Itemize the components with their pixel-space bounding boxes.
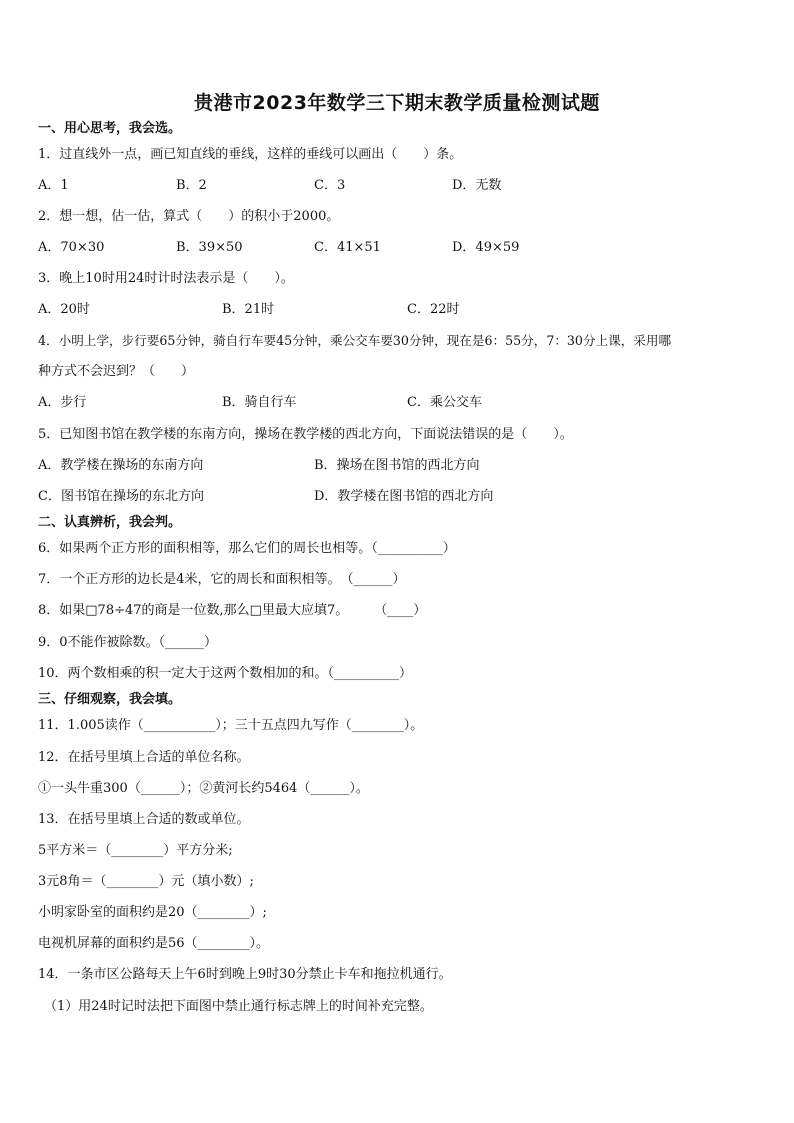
question-12: 12．在括号里填上合适的单位名称。 [38,750,250,765]
q2-option-d: D．49×59 [452,240,520,255]
q5-option-a: A．教学楼在操场的东南方向 [38,458,204,473]
question-10: 10．两个数相乘的积一定大于这两个数相加的和。（__________） [38,666,413,681]
section-heading-1: 一、用心思考，我会选。 [38,121,182,136]
q3-option-c: C．22时 [407,302,460,317]
question-13-line-4: 电视机屏幕的面积约是56（________）。 [38,936,270,951]
section-heading-2: 二、认真辨析，我会判。 [38,515,182,530]
page-title: 贵港市2023年数学三下期末教学质量检测试题 [194,92,600,114]
q1-option-a: A．1 [38,178,69,193]
question-4-line-2: 种方式不会迟到？（ ） [38,364,195,379]
q2-option-b: B．39×50 [176,240,243,255]
q2-option-c: C．41×51 [314,240,381,255]
question-5: 5．已知图书馆在教学楼的东南方向，操场在教学楼的西北方向，下面说法错误的是（ ）。 [38,427,573,442]
section-heading-3: 三、仔细观察，我会填。 [38,692,182,707]
q4-option-c: C．乘公交车 [407,395,482,410]
question-13-line-1: 5平方米＝（________）平方分米; [38,843,233,858]
question-9: 9．0不能作被除数。（______） [38,635,218,650]
q1-option-d: D．无数 [452,178,502,193]
q1-option-b: B．2 [176,178,207,193]
question-13-line-2: 3元8角＝（________）元（填小数）; [38,874,254,889]
question-3: 3．晚上10时用24时计时法表示是（ ）。 [38,271,294,286]
question-8: 8．如果□78÷47的商是一位数,那么□里最大应填7。 （____） [38,603,427,618]
question-7: 7．一个正方形的边长是4米，它的周长和面积相等。 （______） [38,572,406,587]
q4-option-b: B．骑自行车 [222,395,297,410]
q3-option-b: B．21时 [222,302,275,317]
question-14: 14．一条市区公路每天上午6时到晚上9时30分禁止卡车和拖拉机通行。 [38,967,452,982]
question-2: 2．想一想，估一估，算式（ ）的积小于2000。 [38,209,340,224]
question-13-line-3: 小明家卧室的面积约是20（________）; [38,905,267,920]
q1-option-c: C．3 [314,178,346,193]
q2-option-a: A．70×30 [38,240,105,255]
question-1: 1．过直线外一点，画已知直线的垂线，这样的垂线可以画出（ ）条。 [38,147,463,162]
q5-option-d: D．教学楼在图书馆的西北方向 [314,489,494,504]
question-11: 11．1.005读作（___________）；三十五点四九写作（________）。 [38,718,424,733]
question-13: 13．在括号里填上合适的数或单位。 [38,812,250,827]
question-6: 6．如果两个正方形的面积相等，那么它们的周长也相等。（__________） [38,541,456,556]
q5-option-c: C．图书馆在操场的东北方向 [38,489,204,504]
q5-option-b: B．操场在图书馆的西北方向 [314,458,480,473]
question-14-sub-1: （1）用24时记时法把下面图中禁止通行标志牌上的时间补充完整。 [44,999,433,1014]
q4-option-a: A．步行 [38,395,87,410]
question-4-line-1: 4．小明上学，步行要65分钟，骑自行车要45分钟，乘公交车要30分钟，现在是6：55分，7：30分上课，采用哪 [38,333,672,348]
question-12-blanks: ①一头牛重300（______）；②黄河长约5464（______）。 [38,781,369,796]
q3-option-a: A．20时 [38,302,90,317]
